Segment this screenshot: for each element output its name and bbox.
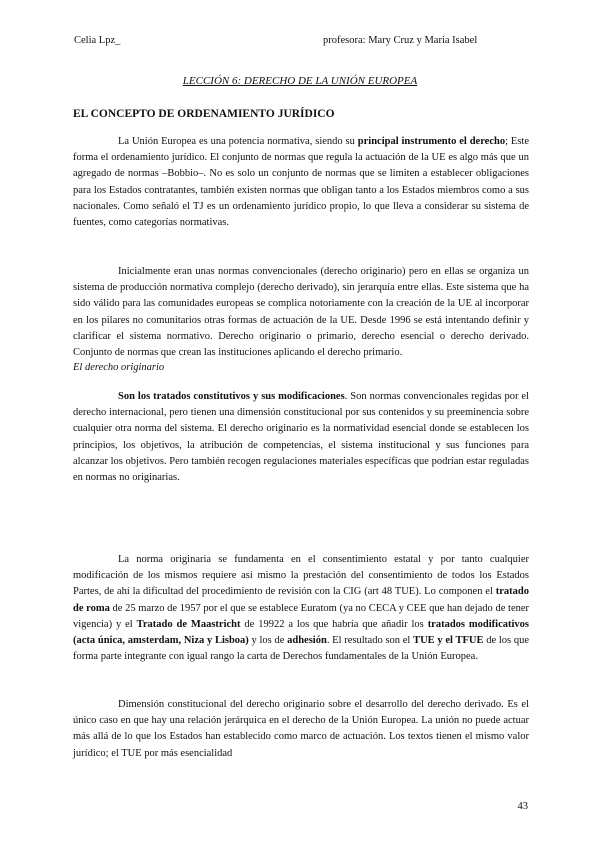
p1-bold: principal instrumento el derecho [357, 136, 506, 147]
p4-bold-h: adhesión [287, 635, 327, 647]
lesson-title: LECCIÓN 6: DERECHO DE LA UNIÓN EUROPEA [182, 75, 418, 87]
p4-bold-j: TUE y el TFUE [413, 635, 484, 647]
section-heading: EL CONCEPTO DE ORDENAMIENTO JURÍDICO [73, 108, 335, 120]
p4-text-i: . El resultado son el [326, 635, 414, 647]
header-author: Celia Lpz_ [74, 35, 121, 46]
header-teacher: profesora: Mary Cruz y Maria Isabel [323, 35, 478, 46]
p1-text-a: La Unión Europea es una potencia normativa, siendo su [118, 136, 358, 147]
p4-text-c: de 25 marzo de 1957 por el que se establece Euratom (ya no CECA y CEE que han dejado de tener vigencia) y el [73, 602, 530, 630]
subheading: El derecho originario [73, 362, 165, 373]
p5-text: Dimensión constitucional del derecho originario sobre el desarrollo del derecho derivado. Es el único caso en que hay una relación jerárquica en el derecho de la Unión Europea. La unión no puede actuar más allá de lo que los Estados han establecido como marco de actuación. Los textos tienen el mismo valor jurídico; el TUE por más esencialidad [73, 699, 529, 759]
paragraph-3 [73, 389, 529, 486]
p2-text: Inicialmente eran unas normas convencionales (derecho originario) pero en ellas se organiza un sistema de producción normativa complejo (derecho derivado), sin jerarquía entre ellas. Este sistema que ha sido válido para las comunidades europeas se complica notoriamente con la creación de la UE al incorporar en los pilares no comunitarios otras formas de actuación de la UE. Desde 1996 se está intentando definir y clarificar el sistema normativo. Derecho originario o primario, derecho esencial o derecho derivado. Conjunto de normas que crean las instituciones aplicando el derecho primario. [73, 266, 529, 359]
paragraph-5 [73, 697, 529, 762]
p4-bold-f: tratados modificativos (acta única, amsterdam, Niza y Lisboa) [73, 618, 530, 647]
p4-text-e: de 19922 a los que habría que añadir los [240, 618, 428, 630]
p4-text-g: y los de [248, 635, 288, 647]
p4-bold-b: tratado de roma [73, 586, 529, 614]
p1-text-c: ; Este forma el ordenamiento jurídico. El conjunto de normas que regula la actuación de la UE es algo más que un agregado de normas –Bobbio–. No es solo un conjunto de normas que se limiten a establecer obligaciones para los Estados contratantes, también existen normas que obligan tanto a los Estados miembros como a sus nacionales. Como señaló el TJ es un ordenamiento jurídico propio, lo que lleva a considerar su sistema de fuentes, como categorías normativas. [73, 136, 529, 229]
p3-text: . Son normas convencionales regidas por el derecho internacional, pero tienen una dimensión constitucional por sus contenidos y su preeminencia sobre cualquier otra norma del sistema. El derecho originario es la normatividad esencial donde se establecen los principios, los objetivos, la atribución de competencias, el sistema institucional y sus funciones para alcanzar los objetivos. Pero también recogen regulaciones materiales específicas que podrían estar reguladas en normas no originarias. [73, 391, 529, 484]
paragraph-2 [73, 264, 529, 361]
page-number: 43 [517, 801, 528, 812]
paragraph-1 [73, 134, 529, 231]
paragraph-4 [73, 552, 529, 665]
p4-text-k: de los que forma parte integrante con igual rango la carta de Derechos fundamentales de la Unión Europea. [73, 635, 529, 663]
p4-bold-d: Tratado de Maastricht [136, 618, 241, 630]
p4-text-a: La norma originaria se fundamenta en el consentimiento estatal y por tanto cualquier modificación de los mismos requiere así mismo la prestación del consentimiento de todos los Estados Partes, de ahí la dificultad del procedimiento de revisión con la CIG (art 48 TUE). Lo componen el [73, 554, 529, 598]
p3-bold: Son los tratados constitutivos y sus modificaciones [118, 391, 345, 402]
